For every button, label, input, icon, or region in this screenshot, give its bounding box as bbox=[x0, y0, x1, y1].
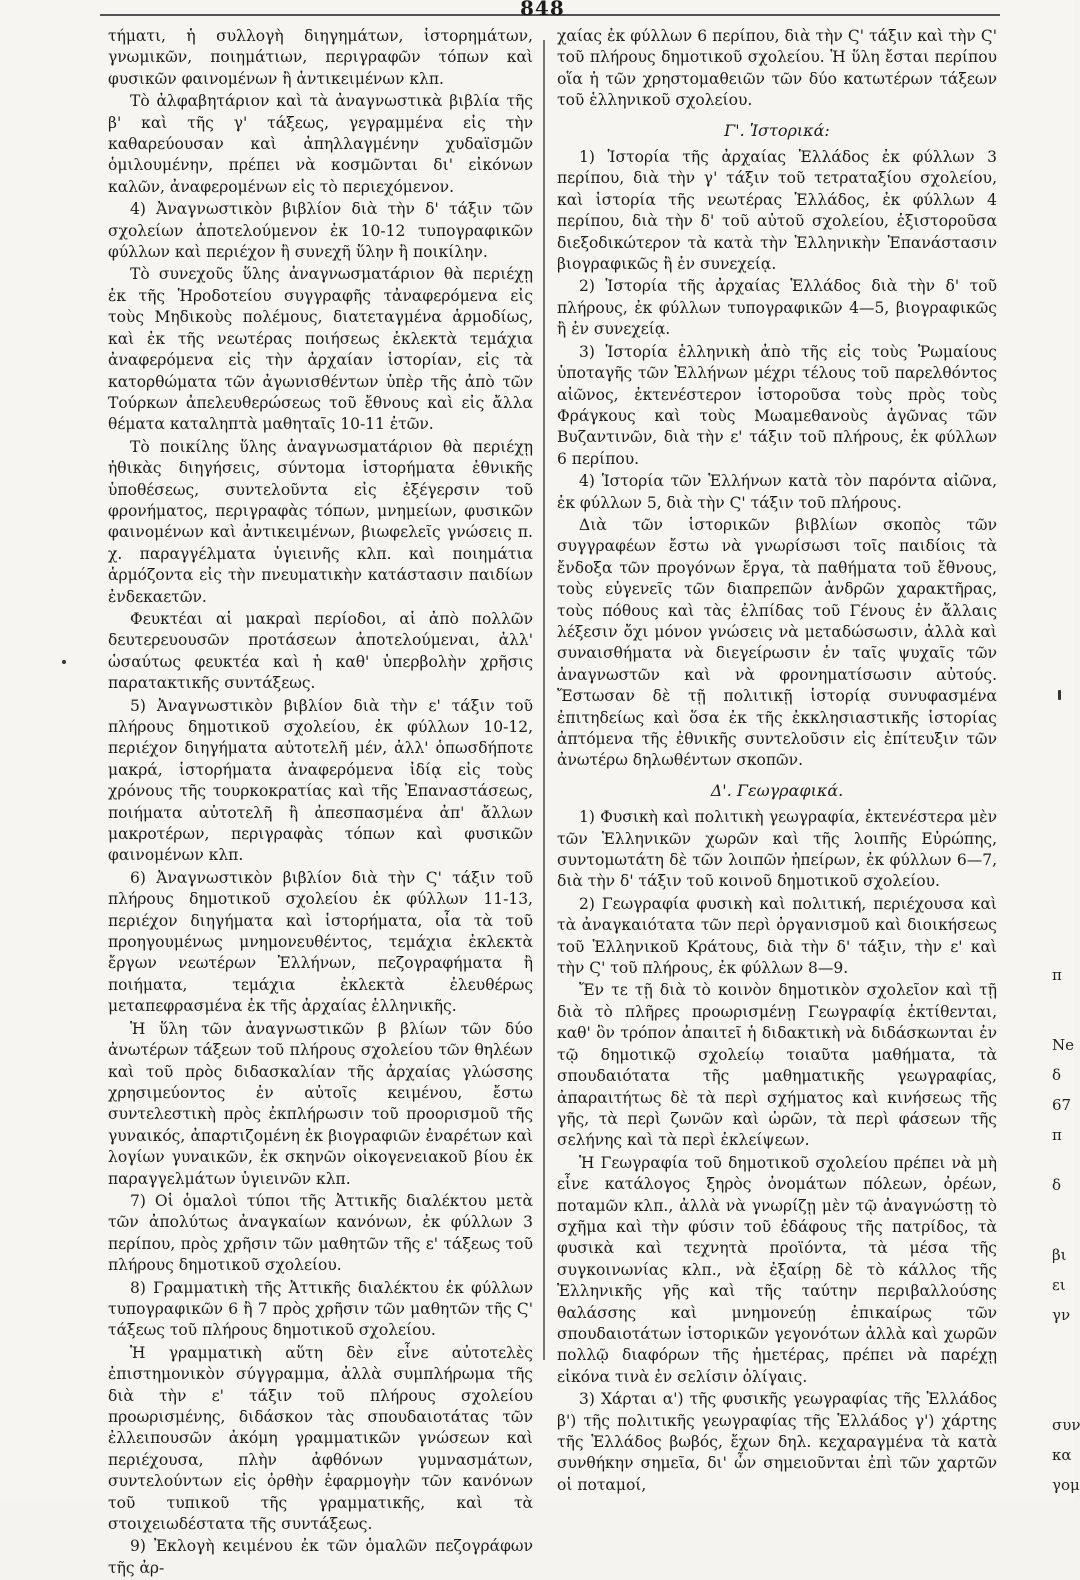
fragment-text: γν bbox=[1052, 1306, 1071, 1324]
paragraph: 3) Ἱστορία ἑλληνικὴ ἀπὸ τῆς εἰς τοὺς Ῥωμαίους ὑποταγῆς τῶν Ἑλλήνων μέχρι τέλους τοῦ παρελθόντος αἰῶνος, ἐκτενέστερον ἱστοροῦσα τοὺς πρὸς τοὺς Φράγκους καὶ τοὺς Μωαμεθανοὺς ἀγῶνας τῶν Βυζαντινῶν, διὰ τὴν ε' τάξιν τοῦ πλήρους, ἐκ φύλλων 6 περίπου. bbox=[557, 342, 997, 468]
page-number: 848 bbox=[520, 0, 565, 20]
adjacent-page-fragment bbox=[1052, 960, 1074, 1200]
paragraph: 2) Γεωγραφία φυσικὴ καὶ πολιτική, περιέχουσα καὶ τὰ ἀναγκαιότατα τῶν περὶ ὀργανισμοῦ καὶ διοικήσεως τοῦ Ἑλληνικοῦ Κράτους, διὰ τὴν δ' τάξιν, τὴν ε' καὶ τὴν Ϛ' τοῦ πλήρους, ἐκ φύλλων 8—9. bbox=[557, 894, 997, 978]
paragraph: Διὰ τῶν ἱστορικῶν βιβλίων σκοπὸς τῶν συγγραφέων ἔστω νὰ γνωρίσωσι τοῖς παιδίοις τὰ ἔνδοξα τῶν προγόνων ἔργα, τὰ παθήματα τοῦ ἔθνους, τοὺς εὐγενεῖς τῶν διαπρεπῶν ἀνδρῶν χαρακτῆρας, τοὺς πόθους καὶ τὰς ἐλπίδας τοῦ Γένους ἐν ἄλλαις λέξεσιν ὄχι μόνον γνώσεις νὰ μεταδώσωσιν, ἀλλὰ καὶ συναισθήματα νὰ διεγείρωσιν ἐν ταῖς ψυχαῖς τῶν ἀναγνωστῶν καὶ νὰ φρονηματίσωσιν αὐτούς. Ἔστωσαν δὲ τῇ πολιτικῇ ἱστορίᾳ συνυφασμένα ἐπιτηδείως καὶ ὅσα ἐκ τῆς ἐκκλησιαστικῆς ἱστορίας ἀπτόμενα τῆς ἐθνικῆς συντελοῦσιν εἰς ἐπίτευξιν τῶν ἀνωτέρω δηλωθέντων σκοπῶν. bbox=[557, 515, 997, 770]
fragment-text: δ bbox=[1052, 1176, 1062, 1194]
paragraph: 1) Φυσικὴ καὶ πολιτικὴ γεωγραφία, ἐκτενέστερα μὲν τῶν Ἑλληνικῶν χωρῶν καὶ τῆς λοιπῆς Εὐρώπης, συντομωτάτη δὲ τῶν λοιπῶν ἠπείρων, ἐκ φύλλων 6—7, διὰ τὴν δ' τάξιν τοῦ κοινοῦ δημοτικοῦ σχολείου. bbox=[557, 808, 997, 891]
section-title-geography: Δ'. Γεωγραφικά. bbox=[710, 780, 844, 800]
scan-speck bbox=[1058, 690, 1061, 700]
paragraph: Φευκτέαι αἱ μακραὶ περίοδοι, αἱ ἀπὸ πολλῶν δευτερευουσῶν προτάσεων ἀποτελούμεναι, ἀλλ' ὡσαύτως φευκτέα καὶ ἡ καθ' ὑπερβολὴν χρῆσις παρατακτικῆς συντάξεως. bbox=[108, 609, 533, 693]
paragraph: 6) Ἀναγνωστικὸν βιβλίον διὰ τὴν Ϛ' τάξιν τοῦ πλήρους δημοτικοῦ σχολείου ἐκ φύλλων 11-13, περιέχον διηγήματα καὶ ἱστορήματα, οἷα τὰ τοῦ προηγουμένως μνημονευθέντος, τεμάχια ἐκλεκτὰ ἔργων νεωτέρων Ἑλλήνων, πεζογραφήματα ἢ ποιήματα, τεμάχια ἐκλεκτὰ ἐλευθέρως μεταπεφρασμένα ἐκ τῆς ἀρχαίας ἑλληνικῆς. bbox=[108, 868, 533, 1016]
fragment-text: π bbox=[1052, 1126, 1062, 1144]
paragraph: 1) Ἱστορία τῆς ἀρχαίας Ἑλλάδος ἐκ φύλλων 3 περίπου, διὰ τὴν γ' τάξιν τοῦ τετραταξίου σχολείου, καὶ ἱστορία τῆς νεωτέρας Ἑλλάδος, ἐκ φύλλων 4 περίπου, διὰ τὴν δ' τοῦ αὐτοῦ σχολείου, ἐξιστοροῦσα διεξοδικώτερον τὰ κατὰ τὴν Ἑλληνικὴν Ἐπανάστασιν βιογραφικῶς ἢ ἐν συνεχείᾳ. bbox=[557, 148, 997, 274]
paragraph: 8) Γραμματικὴ τῆς Ἀττικῆς διαλέκτου ἐκ φύλλων τυπογραφικῶν 6 ἢ 7 πρὸς χρῆσιν τῶν μαθητῶν τῆς Ϛ' τάξεως τοῦ πλήρους δημοτικοῦ σχολείου. bbox=[108, 1278, 533, 1340]
fragment-text: Ne bbox=[1052, 1036, 1075, 1054]
paragraph: 7) Οἱ ὁμαλοὶ τύποι τῆς Ἀττικῆς διαλέκτου μετὰ τῶν ἀπολύτως ἀναγκαίων κανόνων, ἐκ φύλλων 3 περίπου, πρὸς χρῆσιν τῶν μαθητῶν τῆς ε' τάξεως τοῦ πλήρους δημοτικοῦ σχολείου. bbox=[108, 1191, 533, 1275]
fragment-text: 67 bbox=[1052, 1096, 1072, 1114]
scan-speck bbox=[62, 660, 66, 664]
paragraph: τήματι, ἡ συλλογὴ διηγημάτων, ἱστορημάτων, γνωμικῶν, ποιημάτιων, περιγραφῶν τόπων καὶ φυσικῶν φαινομένων ἢ ἀντικειμένων κλπ. bbox=[108, 27, 533, 88]
paragraph: 4) Ἱστορία τῶν Ἑλλήνων κατὰ τὸν παρόντα αἰῶνα, ἐκ φύλλων 5, διὰ τὴν Ϛ' τάξιν τοῦ πλήρους. bbox=[557, 472, 997, 512]
fragment-text: βι bbox=[1052, 1246, 1067, 1264]
fragment-text: δ bbox=[1052, 1066, 1062, 1084]
paragraph: Τὸ συνεχοῦς ὕλης ἀναγνωσματάριον θὰ περιέχῃ ἐκ τῆς Ἡροδοτείου συγγραφῆς τἀναφερόμενα εἰς τοὺς Μηδικοὺς πολέμους, διατεταγμένα ἁρμοδίως, καὶ ἐκ τῆς νεωτέρας ποιήσεως ἐκλεκτὰ τεμάχια ἀναφερόμενα εἰς τὴν ἀρχαίαν ἱστορίαν, εἰς τὰ κατορθώματα τῶν ἀγωνισθέντων ὑπὲρ τῆς ἀπὸ τῶν Τούρκων ἀπελευθερώσεως τοῦ ἔθνους καὶ εἰς ἄλλα θέματα καταληπτὰ μαθηταῖς 10-11 ἐτῶν. bbox=[108, 265, 533, 434]
paragraph: Τὸ ἀλφαβητάριον καὶ τὰ ἀναγνωστικὰ βιβλία τῆς β' καὶ τῆς γ' τάξεως, γεγραμμένα εἰς τὴν καθαρεύουσαν καὶ ἀπηλλαγμένην χυδαϊσμῶν ὁμιλουμένην, πρέπει νὰ κοσμῶνται δι' εἰκόνων καλῶν, ἀναφερομένων εἰς τὸ περιεχόμενον. bbox=[108, 92, 533, 196]
fragment-text: κα bbox=[1052, 1446, 1072, 1464]
right-column bbox=[557, 26, 997, 1497]
paragraph: Τὸ ποικίλης ὕλης ἀναγνωσματάριον θὰ περιέχῃ ἠθικὰς διηγήσεις, σύντομα ἱστορήματα ἐθνικῆς ὑποθέσεως, συντελοῦντα εἰς ἐξέγερσιν τοῦ φρονήματος, περιγραφὰς τόπων, μνημείων, φυσικῶν φαινομένων καὶ ἀντικειμένων, βιωφελεῖς γνώσεις π. χ. παραγγέλματα ὑγιεινῆς κλπ. καὶ ποιημάτια ἁρμόζοντα εἰς τὴν πνευματικὴν κατάστασιν παιδίων ἐνδεκαετῶν. bbox=[108, 437, 533, 606]
paragraph: χαίας ἐκ φύλλων 6 περίπου, διὰ τὴν Ϛ' τάξιν καὶ τὴν Ϛ' τοῦ πλήρους δημοτικοῦ σχολείου. Ἡ ὕλη ἔσται περίπου οἵα ἡ τῶν χρηστομαθειῶν τῶν δύο κατωτέρων τάξεων τοῦ ἑλληνικοῦ σχολείου. bbox=[557, 27, 997, 110]
column-divider bbox=[543, 40, 545, 1360]
paragraph: 3) Χάρται α') τῆς φυσικῆς γεωγραφίας τῆς Ἑλλάδος β') τῆς πολιτικῆς γεωγραφίας τῆς Ἑλλάδος γ') χάρτης τῆς Ἑλλάδος βωβός, ἔχων δηλ. κεχαραγμένα τὰ κατὰ συνθήκην σημεῖα, δι' ὧν σημειοῦνται ἐπὶ τῶν χαρτῶν οἱ ποταμοί, bbox=[557, 1390, 997, 1494]
fragment-text: συν bbox=[1052, 1416, 1080, 1434]
fragment-text: γομ bbox=[1052, 1476, 1080, 1494]
paragraph: Ἡ Γεωγραφία τοῦ δημοτικοῦ σχολείου πρέπει νὰ μὴ εἶνε κατάλογος ξηρὸς ὀνομάτων πόλεων, ὀρέων, ποταμῶν κλπ., ἀλλὰ νὰ γνωρίζῃ μὲν τῷ ἀναγνώστῃ τὸ σχῆμα καὶ τὴν φύσιν τοῦ ἐδάφους τῆς πατρίδος, τὰ φυσικὰ καὶ τεχνητὰ προϊόντα, τὰ μέσα τῆς συγκοινωνίας κλπ., νὰ ἐξαίρῃ δὲ τὸ κάλλος τῆς Ἑλληνικῆς γῆς καὶ τῆς ταύτην περιβαλλούσης θαλάσσης καὶ μνημονεύῃ ἐπικαίρως τῶν σπουδαιοτάτων ἱστορικῶν γεγονότων ἀλλὰ καὶ χωρῶν πολλῷ διαφόρων τῆς ἡμετέρας, πρέπει νὰ παρέχῃ εἰκόνα τινὰ ἐν σελίσιν ὀλίγαις. bbox=[557, 1153, 997, 1386]
paragraph: Ἡ ὕλη τῶν ἀναγνωστικῶν β βλίων τῶν δύο ἀνωτέρων τάξεων τοῦ πλήρους σχολείου τῶν θηλέων καὶ τοῦ πρὸς διδασκαλίαν τῆς ἀρχαίας γλώσσης χρησιμεύοντος ἐν αὐτοῖς κειμένου, ἔστω συντελεστικὴ πρὸς ἐκπλήρωσιν τοῦ προορισμοῦ τῆς γυναικός, ἀπαρτιζομένη ἐκ βιογραφιῶν ἐναρέτων καὶ λογίων γυναικῶν, ἐκ σκηνῶν οἰκογενειακοῦ βίου ἐκ παραγγελμάτων ὑγιεινῶν κλπ. bbox=[108, 1019, 533, 1188]
left-column bbox=[108, 26, 533, 1580]
paragraph: Ἡ γραμματικὴ αὕτη δὲν εἶνε αὐτοτελὲς ἐπιστημονικὸν σύγγραμμα, ἀλλὰ συμπλήρωμα τῆς διὰ τὴν ε' τάξιν τοῦ πλήρους σχολείου προωρισμένης, διδάσκον τὰς σπουδαιοτάτας τῶν ἐλλειπουσῶν ἀκόμη γραμματικῶν γνώσεων καὶ περιέχουσα, πλὴν ἀφθόνων γυμνασμάτων, συντελούντων εἰς ὀρθὴν ἐφαρμογὴν τῶν κανόνων τοῦ τυπικοῦ τῆς γραμματικῆς, καὶ τὰ στοιχειωδέστατα τῆς συντάξεως. bbox=[108, 1343, 533, 1534]
paragraph: 5) Ἀναγνωστικὸν βιβλίον διὰ τὴν ε' τάξιν τοῦ πλήρους δημοτικοῦ σχολείου, ἐκ φύλλων 10-12, περιέχον διηγήματα αὐτοτελῆ μέν, ἀλλ' ὁπωσδήποτε μακρά, ἱστορήματα ἀναφερόμενα ἰδίᾳ εἰς τοὺς χρόνους τῆς τουρκοκρατίας καὶ τῆς Ἐπαναστάσεως, ποιήματα αὐτοτελῆ ἢ ἀπεσπασμένα ἀπ' ἄλλων μακροτέρων, περιγραφὰς τόπων καὶ φυσικῶν φαινομένων κλπ. bbox=[108, 696, 533, 865]
fragment-text: ει bbox=[1052, 1276, 1066, 1294]
paragraph: 4) Ἀναγνωστικὸν βιβλίον διὰ τὴν δ' τάξιν τῶν σχολείων ἀποτελούμενον ἐκ 10-12 τυπογραφικῶν φύλλων καὶ περιέχον ἢ συνεχῆ ὕλην ἢ ποικίλην. bbox=[108, 200, 533, 262]
paragraph: Ἔν τε τῇ διὰ τὸ κοινὸν δημοτικὸν σχολεῖον καὶ τῇ διὰ τὸ πλῆρες προωρισμένῃ Γεωγραφίᾳ ἐκτίθενται, καθ' ὃν τρόπον ἀπαιτεῖ ἡ διδακτικὴ νὰ διδάσκωνται ἐν τῷ δημοτικῷ σχολείῳ τοιαῦτα μαθήματα, τὰ σπουδαιότατα τῆς μαθηματικῆς γεωγραφίας, ἀπαραιτήτως δὲ τὰ περὶ σχήματος καὶ κινήσεως τῆς γῆς, τὰ περὶ ζωνῶν καὶ ὡρῶν, τὰ περὶ φάσεων τῆς σελήνης καὶ τὰ περὶ ἐκλείψεων. bbox=[557, 981, 997, 1150]
section-title-history: Γ'. Ἱστορικά: bbox=[724, 120, 830, 140]
fragment-text: π bbox=[1052, 966, 1062, 984]
paragraph: 9) Ἐκλογὴ κειμένου ἐκ τῶν ὁμαλῶν πεζογράφων τῆς ἀρ- bbox=[108, 1537, 533, 1577]
paragraph: 2) Ἱστορία τῆς ἀρχαίας Ἑλλάδος διὰ τὴν δ' τοῦ πλήρους, ἐκ φύλλων τυπογραφικῶν 4—5, βιογραφικῶς ἢ ἐν συνεχείᾳ. bbox=[557, 277, 997, 339]
adjacent-page-fragment bbox=[1052, 1240, 1080, 1500]
